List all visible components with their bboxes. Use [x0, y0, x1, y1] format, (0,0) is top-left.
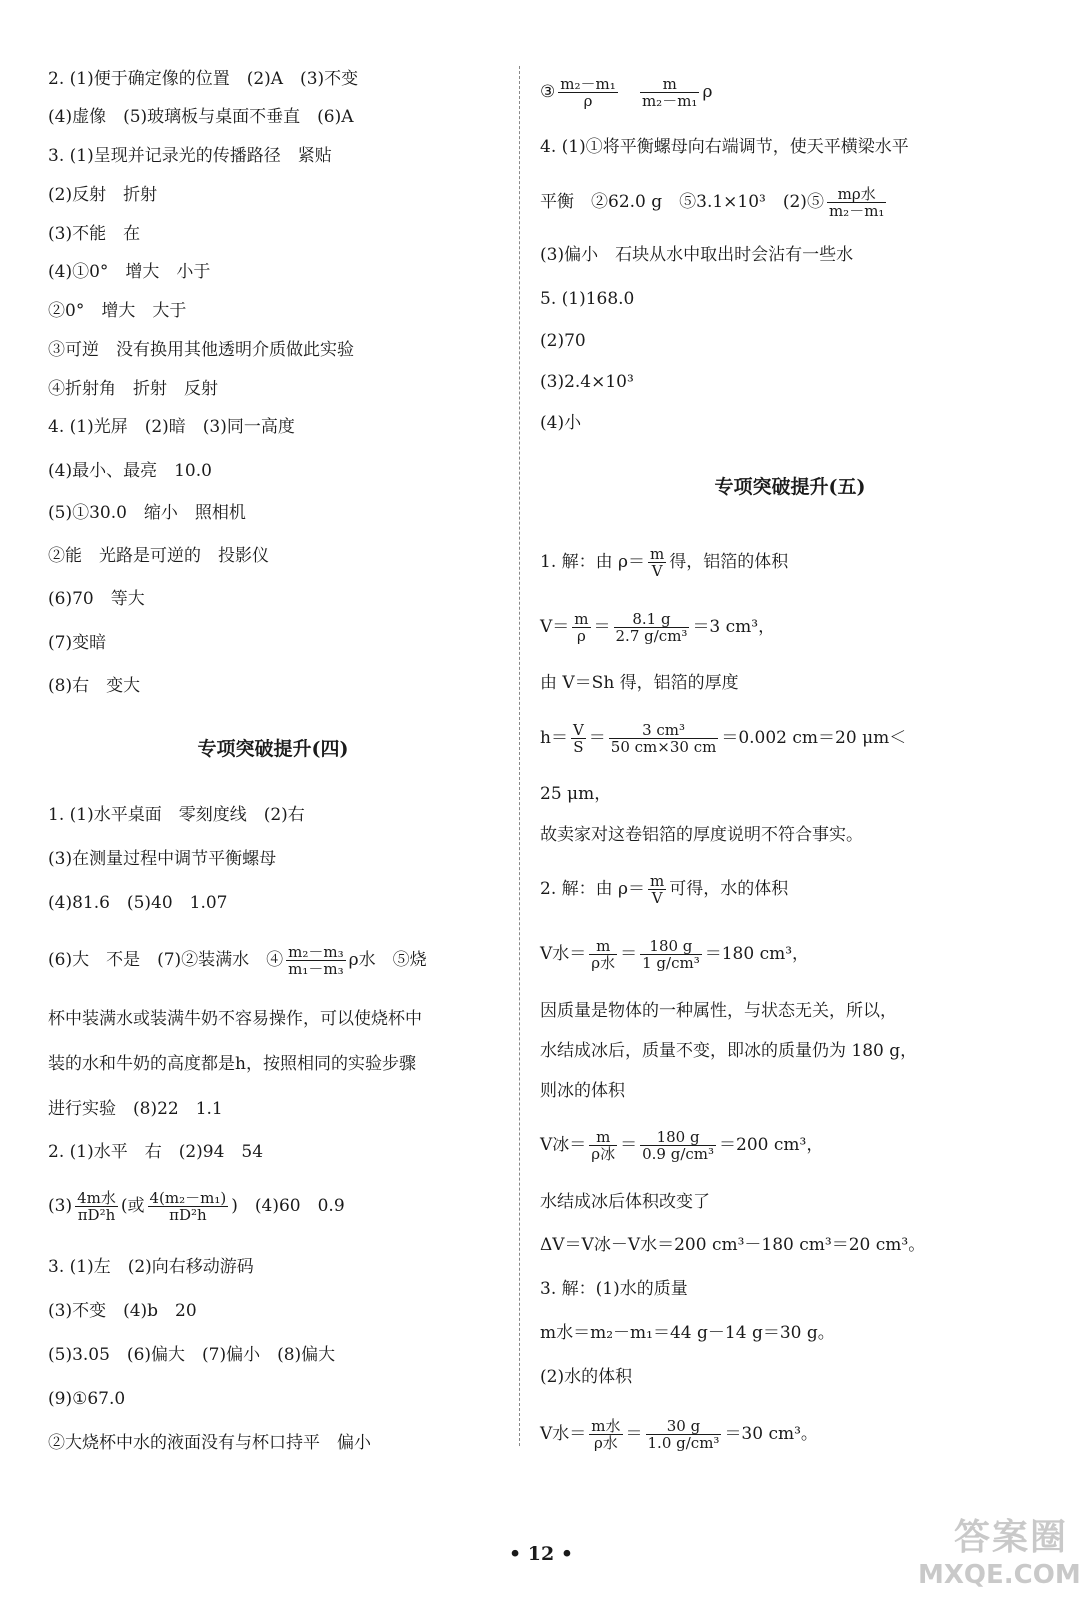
answer-line: (3)不能 在: [48, 224, 141, 244]
solution-line: 3. 解：(1)水的质量: [540, 1279, 688, 1299]
fraction: $\frac{m}{V}$: [650, 545, 665, 580]
solution-line: 因质量是物体的一种属性，与状态无关，所以，: [540, 1001, 897, 1021]
answer-line: (8)右 变大: [48, 676, 141, 696]
answer-line-with-fraction: ③ $\frac{\text{m₂－m₁}}{\rho}$ $\frac{m}{\text{m₂－m₁}}$ ρ: [540, 75, 713, 110]
answer-line: (5)①30.0 缩小 照相机: [48, 503, 246, 523]
answer-line: ②0° 增大 大于: [48, 301, 187, 321]
section-heading-4: 专项突破提升(四): [197, 738, 349, 760]
fraction: $\frac{30 g}{\text{1.0 g/cm³}}$: [647, 1417, 720, 1452]
fraction: $\frac{m}{\text{ρ水}}$: [591, 937, 616, 972]
answer-line: 3. (1)左 (2)向右移动游码: [48, 1257, 254, 1277]
fraction: $\frac{V}{S}$: [572, 721, 584, 756]
answer-line: ②大烧杯中水的液面没有与杯口持平 偏小: [48, 1433, 371, 1453]
answer-line: 5. (1)168.0: [540, 289, 635, 309]
answer-line: 4. (1)光屏 (2)暗 (3)同一高度: [48, 417, 295, 437]
answer-line-with-fraction: (6)大 不是 (7)②装满水 ④ $\frac{\text{m₂－m₃}}{\text{m₁－m₃}}$ ρ水 ⑤烧: [48, 943, 427, 978]
answer-line: (7)变暗: [48, 633, 107, 653]
fraction: $\frac{\text{4m水}}{\text{πD²h}}$: [77, 1189, 116, 1224]
solution-line-with-fraction: V冰＝ $\frac{m}{\text{ρ冰}}$ ＝ $\frac{180 g}{\text{0.9 g/cm³}}$ ＝200 cm³，: [540, 1128, 824, 1163]
solution-line-with-fraction: V＝ $\frac{m}{\rho}$ ＝ $\frac{8.1 g}{\text{2.7 g/cm³}}$ ＝3 cm³，: [540, 610, 776, 645]
solution-line: 水结成冰后体积改变了: [540, 1192, 710, 1212]
answer-line: (5)3.05 (6)偏大 (7)偏小 (8)偏大: [48, 1345, 336, 1365]
solution-line: 25 μm，: [540, 784, 612, 804]
column-divider: [519, 66, 520, 1446]
fraction: $\frac{\text{m₂－m₁}}{\rho}$: [560, 75, 616, 110]
solution-line: 故卖家对这卷铝箔的厚度说明不符合事实。: [540, 825, 863, 845]
answer-line: (3)偏小 石块从水中取出时会沾有一些水: [540, 245, 854, 265]
answer-line: ②能 光路是可逆的 投影仪: [48, 546, 269, 566]
solution-line: ΔV＝V冰－V水＝200 cm³－180 cm³＝20 cm³。: [540, 1235, 926, 1255]
answer-line: 进行实验 (8)22 1.1: [48, 1099, 223, 1119]
answer-line-with-fraction: 平衡 ②62.0 g ⑤3.1×10³ (2)⑤ $\frac{\text{mρ水}}{\text{m₂－m₁}}$: [540, 185, 885, 220]
fraction: $\frac{\text{mρ水}}{\text{m₂－m₁}}$: [828, 185, 885, 220]
answer-line: (4)小: [540, 413, 582, 433]
answer-line: (4)①0° 增大 小于: [48, 262, 211, 282]
answer-line: 4. (1)①将平衡螺母向右端调节，使天平横梁水平: [540, 137, 909, 157]
answer-line: (9)①67.0: [48, 1389, 126, 1409]
answer-line: ③可逆 没有换用其他透明介质做此实验: [48, 340, 354, 360]
section-heading-5: 专项突破提升(五): [714, 476, 866, 498]
solution-line-with-fraction: V水＝ $\frac{m}{\text{ρ水}}$ ＝ $\frac{180 g}{\text{1 g/cm³}}$ ＝180 cm³，: [540, 937, 810, 972]
fraction: $\frac{180 g}{\text{0.9 g/cm³}}$: [642, 1128, 715, 1163]
answer-line: 2. (1)水平 右 (2)94 54: [48, 1142, 264, 1162]
answer-line-with-fraction: (3) $\frac{\text{4m水}}{\text{πD²h}}$ (或 $\frac{\text{4(m₂－m₁)}}{\text{πD²h}}$ ) (4)60 0.9: [48, 1189, 345, 1224]
solution-line-with-fraction: V水＝ $\frac{\text{m水}}{\text{ρ水}}$ ＝ $\frac{30 g}{\text{1.0 g/cm³}}$ ＝30 cm³。: [540, 1417, 818, 1452]
page-number: • 12 •: [509, 1543, 573, 1565]
answer-line: (2)反射 折射: [48, 185, 158, 205]
solution-line: m水＝m₂－m₁＝44 g－14 g＝30 g。: [540, 1323, 835, 1343]
fraction: $\frac{\text{m水}}{\text{ρ水}}$: [591, 1417, 621, 1452]
solution-line: (2)水的体积: [540, 1367, 633, 1387]
fraction: $\frac{\text{4(m₂－m₁)}}{\text{πD²h}}$: [149, 1189, 227, 1224]
watermark-logo: 答案圈 MXQE.COM: [918, 1517, 1081, 1590]
answer-line: 1. (1)水平桌面 零刻度线 (2)右: [48, 805, 305, 825]
answer-line: (3)不变 (4)b 20: [48, 1301, 197, 1321]
answer-line: (4)81.6 (5)40 1.07: [48, 893, 228, 913]
solution-line: 则冰的体积: [540, 1081, 625, 1101]
solution-line-with-fraction: h＝ $\frac{V}{S}$ ＝ $\frac{\text{3 cm³}}{50 cm\times 30 cm}$ ＝0.002 cm＝20 μm＜: [540, 721, 907, 756]
answer-line: 装的水和牛奶的高度都是h，按照相同的实验步骤: [48, 1054, 416, 1074]
fraction: $\frac{8.1 g}{\text{2.7 g/cm³}}$: [615, 610, 688, 645]
answer-line: (3)2.4×10³: [540, 372, 634, 392]
solution-line-with-fraction: 1. 解：由 ρ＝ $\frac{m}{V}$ 得，铝箔的体积: [540, 545, 789, 580]
answer-line: (2)70: [540, 331, 586, 351]
fraction: $\frac{m}{\text{m₂－m₁}}$: [641, 75, 698, 110]
fraction: $\frac{180 g}{\text{1 g/cm³}}$: [642, 937, 700, 972]
solution-line-with-fraction: 2. 解：由 ρ＝ $\frac{m}{V}$ 可得，水的体积: [540, 872, 789, 907]
fraction: $\frac{\text{m₂－m₃}}{\text{m₁－m₃}}$: [288, 943, 344, 978]
answer-line: (6)70 等大: [48, 589, 145, 609]
answer-line: (3)在测量过程中调节平衡螺母: [48, 849, 277, 869]
fraction: $\frac{\text{3 cm³}}{50 cm\times 30 cm}$: [610, 721, 717, 756]
solution-line: 由 V＝Sh 得，铝箔的厚度: [540, 673, 739, 693]
answer-line: 3. (1)呈现并记录光的传播路径 紧贴: [48, 146, 332, 166]
answer-line: 2. (1)便于确定像的位置 (2)A (3)不变: [48, 69, 359, 89]
fraction: $\frac{m}{\text{ρ冰}}$: [591, 1128, 616, 1163]
answer-line: (4)虚像 (5)玻璃板与桌面不垂直 (6)A: [48, 107, 354, 127]
answer-line: ④折射角 折射 反射: [48, 379, 218, 399]
fraction: $\frac{m}{V}$: [650, 872, 665, 907]
solution-line: 水结成冰后，质量不变，即冰的质量仍为 180 g，: [540, 1041, 918, 1061]
answer-line: (4)最小、最亮 10.0: [48, 461, 212, 481]
fraction: $\frac{m}{\rho}$: [574, 610, 589, 645]
answer-line: 杯中装满水或装满牛奶不容易操作，可以使烧杯中: [48, 1009, 422, 1029]
